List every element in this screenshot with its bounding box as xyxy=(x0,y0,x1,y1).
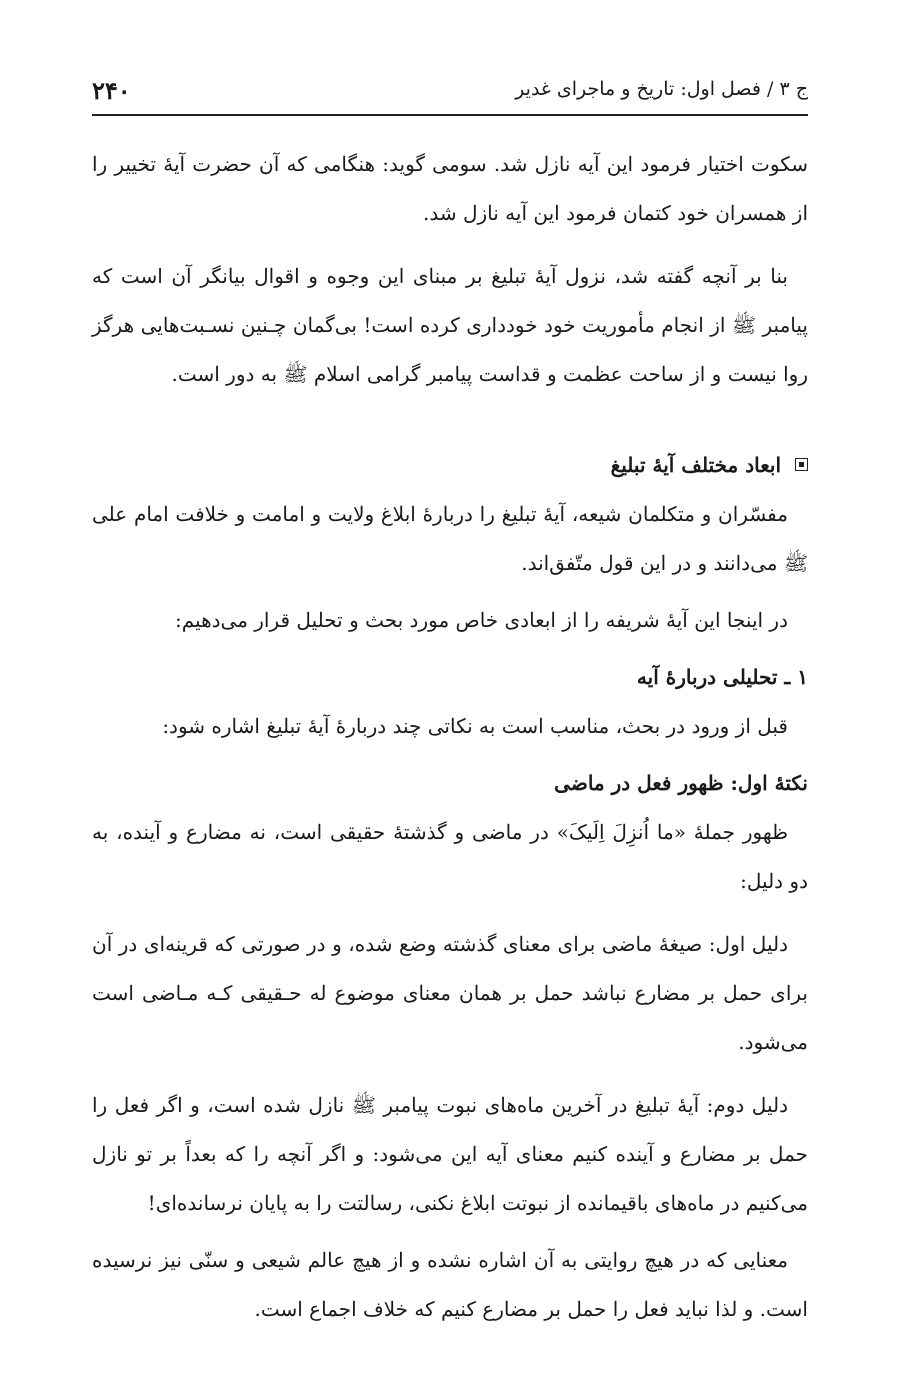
section-heading xyxy=(92,441,808,490)
paragraph-2: بنا بر آنچه گفته شد، نزول آیهٔ تبلیغ بر مبنای این وجوه و اقوال بیانگر آن است که پیامبر ﷺ از انجام مأموریت خود خودداری کرده است! بی‌گمان چـنین نسـبت‌هایی هرگز روا نیست و از ساحت عظمت و قداست پیامبر گرامی اسلام ﷺ به دور است. xyxy=(92,264,808,386)
section-heading-text: ابعاد مختلف آیهٔ تبلیغ xyxy=(610,453,781,477)
paragraph-5: قبل از ورود در بحث، مناسب است به نکاتی چند دربارهٔ آیهٔ تبلیغ اشاره شود: xyxy=(162,714,788,738)
paragraph-4: در اینجا این آیهٔ شریفه را از ابعادی خاص مورد بحث و تحلیل قرار می‌دهیم: xyxy=(174,608,788,632)
page-header xyxy=(92,70,808,116)
running-title: ج ۳ / فصل اول: تاریخ و ماجرای غدیر xyxy=(515,78,808,100)
page-number: ۲۴۰ xyxy=(92,76,131,105)
paragraph-1: سکوت اختیار فرمود این آیه نازل شد. سومی گوید: هنگامی که آن حضرت آیهٔ تخییر را از همسران خود کتمان فرمود این آیه نازل شد. xyxy=(92,152,809,225)
subheading-2: نکتهٔ اول: ظهور فعل در ماضی xyxy=(554,771,808,795)
square-bullet-icon xyxy=(795,458,808,471)
page-body xyxy=(92,140,808,1334)
paragraph-6: ظهور جملهٔ «ما اُنزِلَ اِلَیکَ» در ماضی و گذشتهٔ حقیقی است، نه مضارع و آینده، به دو دلیل: xyxy=(92,820,808,893)
paragraph-8: دلیل دوم: آیهٔ تبلیغ در آخرین ماه‌های نبوت پیامبر ﷺ نازل شده است، و اگر فعل را حمل بر مضارع و آینده کنیم معنای آیه این می‌شود: و اگر آنچه را که بعداً بر تو نازل می‌کنیم در ماه‌های باقیمانده از نبوتت ابلاغ نکنی، رسالتت را به پایان نرسانده‌ای! xyxy=(92,1093,808,1215)
subheading-1: ۱ ـ تحلیلی دربارهٔ آیه xyxy=(636,665,808,689)
paragraph-3: مفسّران و متکلمان شیعه، آیهٔ تبلیغ را دربارهٔ ابلاغ ولایت و امامت و خلافت امام علی ﷺ می‌دانند و در این قول متّفق‌اند. xyxy=(92,502,808,575)
paragraph-7: دلیل اول: صیغهٔ ماضی برای معنای گذشته وضع شده، و در صورتی که قرینه‌ای در آن برای حمل بر مضارع نباشد حمل بر همان معنای موضوع له حـقیقی کـه مـاضی است می‌شود. xyxy=(92,932,808,1054)
paragraph-9: معنایی که در هیچ روایتی به آن اشاره نشده و از هیچ عالم شیعی و سنّی نیز نرسیده است. و لذا نباید فعل را حمل بر مضارع کنیم که خلاف اجماع است. xyxy=(92,1248,808,1321)
